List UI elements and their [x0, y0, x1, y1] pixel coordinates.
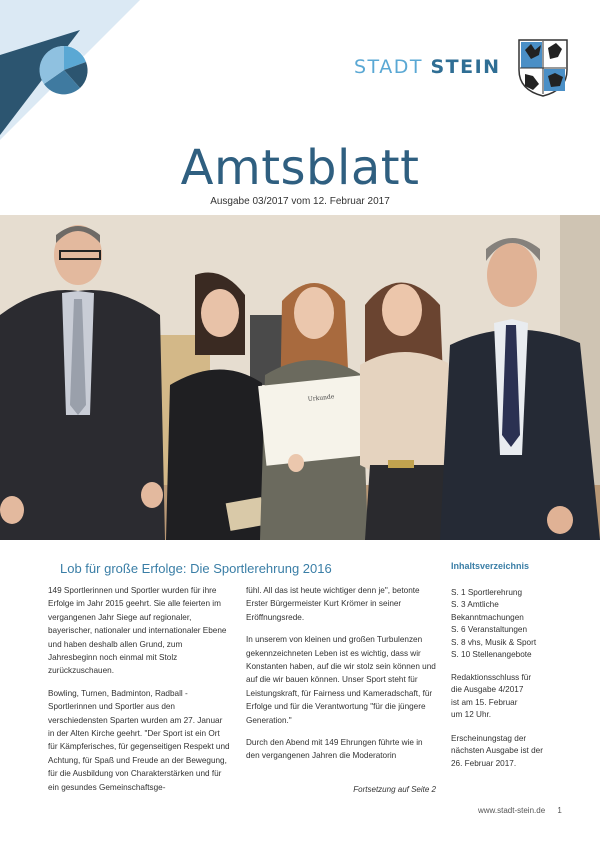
paragraph: 149 Sportlerinnen und Sportler wurden für ihre Erfolge im Jahr 2015 geehrt. Sie alle feierten im vergangenen Jahr Siege auf regionaler, bayerischer, nationaler und internationaler Ebene und haben deshalb allen Grund, zum Jahresbeginn noch einmal mit Stolz zurückzuschauen. — [48, 586, 227, 676]
award-photo — [0, 215, 600, 540]
toc-item[interactable]: S. 8 vhs, Musik & Sport — [451, 637, 537, 647]
page-number: 1 — [557, 806, 562, 815]
paragraph: Durch den Abend mit 149 Ehrungen führte wie in den vergangenen Jahren die Moderatorin — [246, 738, 423, 761]
table-of-contents — [451, 587, 581, 661]
svg-text:Urkunde: Urkunde — [307, 393, 335, 404]
coat-of-arms-icon — [515, 36, 571, 98]
footer — [478, 806, 562, 815]
toc-item[interactable]: Bekanntmachungen — [451, 612, 524, 622]
website-link[interactable]: www.stadt-stein.de — [478, 806, 546, 815]
issue-date: Ausgabe 03/2017 vom 12. Februar 2017 — [210, 196, 390, 207]
toc-title: Inhaltsverzeichnis — [451, 561, 530, 571]
article-column-1 — [48, 584, 230, 803]
paragraph: fühl. All das ist heute wichtiger denn je", betonte Erster Bürgermeister Kurt Krömer in seiner Eröffnungsrede. — [246, 586, 420, 622]
toc-item[interactable]: S. 3 Amtliche — [451, 600, 499, 610]
continued-link[interactable]: Fortsetzung auf Seite 2 — [353, 785, 436, 794]
toc-item[interactable]: S. 10 Stellenangebote — [451, 650, 532, 660]
next-issue-date: Erscheinungstag der nächsten Ausgabe ist der 26. Februar 2017. — [451, 734, 543, 768]
city-name: STADT STEIN — [354, 56, 501, 78]
page-title: Amtsblatt — [180, 140, 420, 196]
paragraph: Bowling, Turnen, Badminton, Radball - Sportlerinnen und Sportler aus den verschiedensten Sparten wurden am 27. Januar in der Alten Kirche geehrt. "Der Sport ist ein Ort für Kämpferisches, für gegenseitigen Respekt und Achtung, für Spaß und Freude an der Bewegung, für die Ausbildung von Charakterstärken und für ein gesundes Gemeinschaftsge- — [48, 688, 230, 792]
pie-logo-icon — [39, 46, 88, 94]
article-headline: Lob für große Erfolge: Die Sportlerehrung 2016 — [60, 561, 332, 576]
toc-item[interactable]: S. 1 Sportlerehrung — [451, 588, 523, 597]
corner-decoration — [0, 0, 140, 140]
article-column-2 — [246, 584, 436, 772]
editorial-deadline: Redaktionsschluss für die Ausgabe 4/2017 ist am 15. Februar um 12 Uhr. — [451, 673, 532, 720]
toc-item[interactable]: S. 6 Veranstaltungen — [451, 625, 528, 635]
paragraph: In unserem von kleinen und großen Turbulenzen gekennzeichneten Leben ist es wichtig, dass wir Konstanten haben, auf die wir stolz sein können und auf die wir bauen können. Unser Sport steht für Leistungskraft, für Fairness und Kameradschaft, für Erfolge und für die Verantwortung "für die jüngere Generation." — [246, 635, 436, 725]
